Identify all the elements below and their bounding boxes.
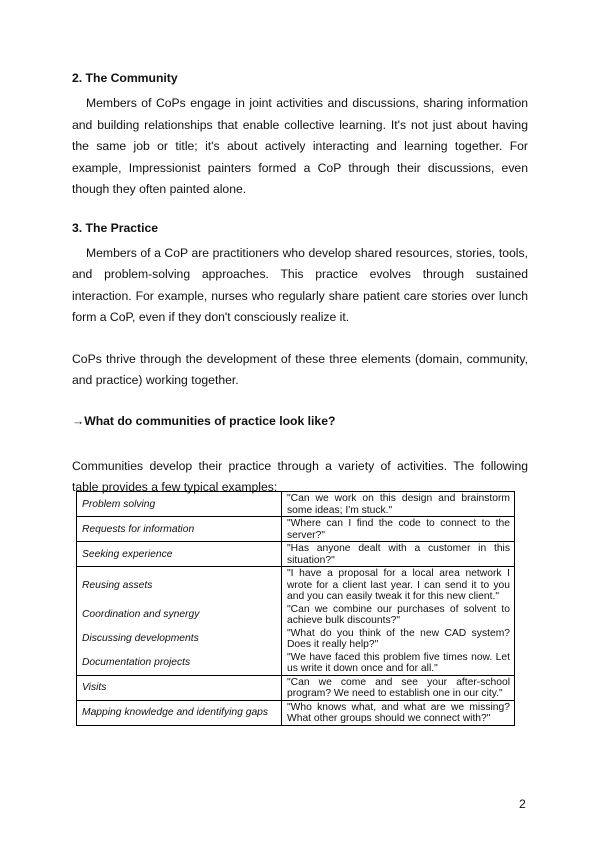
table-row	[77, 675, 515, 700]
intro-paragraph: Communities develop their practice through a variety of activities. The following table provides a few typical examples:	[72, 458, 528, 494]
table-row	[77, 492, 515, 517]
activity-cell: Discussing developments	[77, 627, 282, 651]
activity-cell: Visits	[77, 675, 282, 700]
activity-cell: Seeking experience	[77, 542, 282, 567]
example-cell: "Where can I find the code to connect to the server?"	[282, 517, 515, 542]
table-row	[77, 567, 515, 603]
table-row	[77, 627, 515, 651]
example-cell: "Has anyone dealt with a customer in this situation?"	[282, 542, 515, 567]
example-cell: "I have a proposal for a local area network I wrote for a client last year. I can send it to you and you can easily tweak it for this new client."	[287, 568, 510, 602]
question-heading: →What do communities of practice look like?	[72, 413, 336, 428]
community-paragraph: Members of CoPs engage in joint activities and discussions, sharing information and building relationships that enable collective learning. It's not just about having the same job or title; it's about actively interacting and learning together. For example, Impressionist painters formed a CoP through their discussions, even though they often painted alone.	[72, 96, 528, 196]
example-cell: "Can we combine our purchases of solvent to achieve bulk discounts?"	[287, 603, 510, 626]
page-number: 2	[519, 797, 526, 811]
table-row	[77, 603, 515, 627]
table-row	[77, 651, 515, 676]
practice-heading: 3. The Practice	[72, 220, 159, 235]
practice-paragraph: Members of a CoP are practitioners who develop shared resources, stories, tools, and problem-solving approaches. This practice evolves through sustained interaction. For example, nurses who regularly share patient care stories over lunch form a CoP, even if they don't consciously realize it.	[72, 245, 528, 324]
example-cell: "Can we come and see your after-school program? We need to establish one in our city."	[282, 675, 515, 700]
activities-table	[76, 491, 515, 726]
community-heading: 2. The Community	[72, 71, 178, 85]
activity-cell: Coordination and synergy	[77, 603, 282, 627]
activity-cell: Documentation projects	[77, 651, 282, 676]
activity-cell: Problem solving	[77, 492, 282, 517]
table-row	[77, 700, 515, 725]
example-cell: "We have faced this problem five times now. Let us write it down once and for all."	[282, 651, 515, 676]
example-cell: "Who knows what, and what are we missing? What other groups should we connect with?"	[287, 701, 510, 724]
activity-cell: Mapping knowledge and identifying gaps	[77, 700, 282, 725]
page-content	[72, 70, 528, 499]
table-row	[77, 542, 515, 567]
table-row	[77, 517, 515, 542]
example-cell: "What do you think of the new CAD system? Does it really help?"	[287, 627, 510, 650]
activity-cell: Requests for information	[77, 517, 282, 542]
activity-cell: Reusing assets	[77, 567, 282, 603]
example-cell: "Can we work on this design and brainstorm some ideas; I'm stuck."	[282, 492, 515, 517]
summary-paragraph: CoPs thrive through the development of these three elements (domain, community, and practice) working together.	[72, 351, 528, 387]
